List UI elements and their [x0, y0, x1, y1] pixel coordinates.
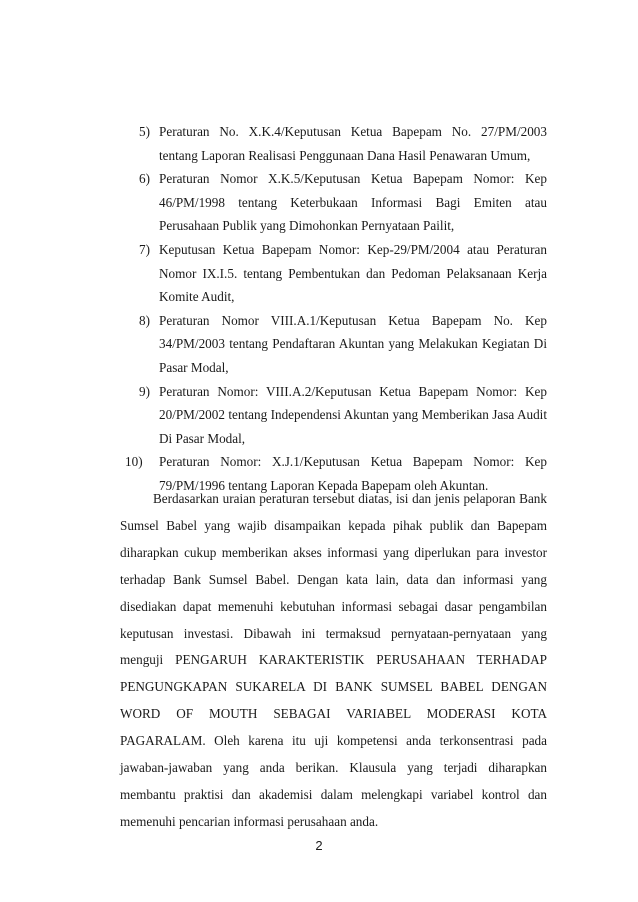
list-item [123, 120, 547, 167]
list-item-text: Peraturan Nomor VIII.A.1/Keputusan Ketua Bapepam No. Kep 34/PM/2003 tentang Pendaftaran Akuntan yang Melakukan Kegiatan Di Pasar Modal, [159, 312, 547, 375]
list-item-text: Peraturan No. X.K.4/Keputusan Ketua Bapepam No. 27/PM/2003 tentang Laporan Realisasi Penggunaan Dana Hasil Penawaran Umum, [159, 124, 547, 163]
list-item-number: 8) [139, 312, 150, 328]
list-item-number: 5) [139, 124, 150, 139]
list-item-number: 7) [139, 241, 150, 257]
list-item [123, 309, 547, 380]
list-item [123, 167, 547, 238]
body-paragraph: Berdasarkan uraian peraturan tersebut diatas, isi dan jenis pelaporan Bank Sumsel Babel yang wajib disampaikan kepada pihak publik dan Bapepam diharapkan cukup memberikan akses informasi yang diperlukan para investor terhadap Bank Sumsel Babel. Dengan kata lain, data dan informasi yang disediakan dapat memenuhi kebutuhan informasi sebagai dasar pengambilan keputusan investasi. Dibawah ini termaksud pernyataan-pernyataan yang menguji PENGARUH KARAKTERISTIK PERUSAHAAN TERHADAP PENGUNGKAPAN SUKARELA DI BANK SUMSEL BABEL DENGAN WORD OF MOUTH SEBAGAI VARIABEL MODERASI KOTA PAGARALAM. Oleh karena itu uji kompetensi anda terkonsentrasi pada jawaban-jawaban yang anda berikan. Klausula yang terjadi diharapkan membantu praktisi dan akademisi dalam melengkapi variabel kontrol dan memenuhi pencarian informasi perusahaan anda. [120, 491, 547, 829]
list-item-number: 6) [139, 171, 150, 187]
list-item-text: Peraturan Nomor: VIII.A.2/Keputusan Ketua Bapepam Nomor: Kep 20/PM/2002 tentang Independensi Akuntan yang Memberikan Jasa Audit Di Pasar Modal, [159, 383, 547, 446]
list-item-text: Keputusan Ketua Bapepam Nomor: Kep-29/PM/2004 atau Peraturan Nomor IX.I.5. tentang Pembentukan dan Pedoman Pelaksanaan Kerja Komite Audit, [159, 241, 547, 305]
list-item [123, 380, 547, 451]
list-item [123, 238, 547, 309]
page-number: 2 [315, 838, 323, 853]
list-item-number: 10) [125, 454, 143, 470]
list-item-text: Peraturan Nomor: X.J.1/Keputusan Ketua Bapepam Nomor: Kep 79/PM/1996 tentang Laporan Kepada Bapepam oleh Akuntan. [159, 454, 547, 493]
list-item-text: Peraturan Nomor X.K.5/Keputusan Ketua Bapepam Nomor: Kep 46/PM/1998 tentang Keterbukaan Informasi Bagi Emiten atau Perusahaan Publik yang Dimohonkan Pernyataan Pailit, [159, 171, 547, 234]
list-item-number: 9) [139, 383, 150, 399]
regulation-list [123, 120, 547, 498]
